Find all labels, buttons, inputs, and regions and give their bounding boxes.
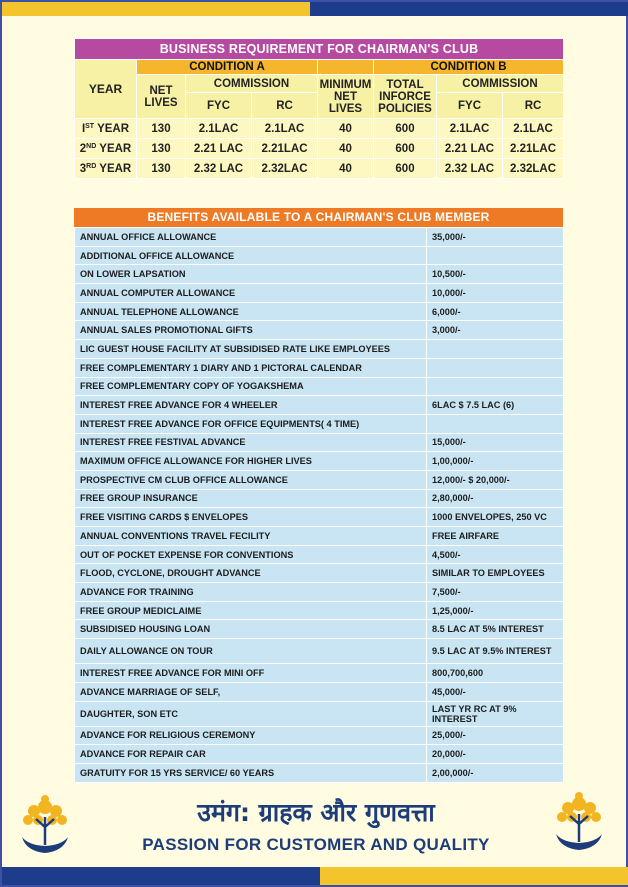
inforce-cell: 600: [374, 159, 437, 179]
benefit-label: INTEREST FREE ADVANCE FOR MINI OFF: [75, 664, 427, 683]
fyc-b-cell: 2.21 LAC: [437, 139, 503, 159]
benefit-row: [75, 545, 564, 564]
benefit-label: ANNUAL SALES PROMOTIONAL GIFTS: [75, 321, 427, 340]
benefit-label: DAUGHTER, SON ETC: [75, 701, 427, 726]
benefit-value: 10,500/-: [427, 265, 564, 284]
requirement-row: [75, 159, 564, 179]
benefit-row: [75, 321, 564, 340]
benefit-value: 4,500/-: [427, 545, 564, 564]
fyc-a-header: FYC: [186, 93, 252, 119]
commission-b-header: COMMISSION: [437, 75, 564, 93]
year-word: YEAR: [99, 142, 132, 155]
year-suffix: RD: [86, 162, 97, 170]
benefit-value: 20,000/-: [427, 745, 564, 764]
year-number: I: [81, 122, 86, 135]
benefit-label: SUBSIDISED HOUSING LOAN: [75, 620, 427, 639]
year-word: YEAR: [97, 122, 130, 135]
benefit-value: 1,25,000/-: [427, 601, 564, 620]
year-word: YEAR: [99, 162, 132, 175]
rc-b-cell: 2.21LAC: [503, 139, 564, 159]
tree-in-hand-logo-right: [548, 790, 610, 856]
benefit-row: [75, 620, 564, 639]
year-header: YEAR: [75, 60, 137, 119]
requirement-title: BUSINESS REQUIREMENT FOR CHAIRMAN'S CLUB: [75, 39, 564, 60]
benefit-value: FREE AIRFARE: [427, 527, 564, 546]
benefit-value: 25,000/-: [427, 726, 564, 745]
benefit-value: 1,00,000/-: [427, 452, 564, 471]
benefit-value: LAST YR RC AT 9% INTEREST: [427, 701, 564, 726]
fyc-a-cell: 2.21 LAC: [186, 139, 252, 159]
benefit-value: 10,000/-: [427, 284, 564, 303]
commission-a-header: COMMISSION: [186, 75, 318, 93]
benefit-label: INTEREST FREE ADVANCE FOR 4 WHEELER: [75, 396, 427, 415]
benefit-label: DAILY ALLOWANCE ON TOUR: [75, 639, 427, 664]
benefit-row: [75, 358, 564, 377]
benefit-row: [75, 414, 564, 433]
benefit-row: [75, 508, 564, 527]
benefit-row: [75, 664, 564, 683]
benefit-label: FREE COMPLEMENTARY 1 DIARY AND 1 PICTORAL CALENDAR: [75, 358, 427, 377]
benefit-label: ANNUAL TELEPHONE ALLOWANCE: [75, 302, 427, 321]
benefit-label: MAXIMUM OFFICE ALLOWANCE FOR HIGHER LIVES: [75, 452, 427, 471]
benefit-label: ADDITIONAL OFFICE ALLOWANCE: [75, 246, 427, 265]
benefit-label: FREE COMPLEMENTARY COPY OF YOGAKSHEMA: [75, 377, 427, 396]
benefit-value: 6LAC $ 7.5 LAC (6): [427, 396, 564, 415]
benefit-row: [75, 228, 564, 247]
benefit-label: ADVANCE FOR TRAINING: [75, 583, 427, 602]
year-number: 2: [79, 142, 87, 155]
tree-in-hand-logo-left: [14, 793, 76, 859]
benefit-row: [75, 682, 564, 701]
benefit-label: FLOOD, CYCLONE, DROUGHT ADVANCE: [75, 564, 427, 583]
year-cell: [75, 139, 137, 159]
benefit-row: [75, 564, 564, 583]
benefit-row: [75, 452, 564, 471]
benefit-row: [75, 433, 564, 452]
benefit-value: 8.5 LAC AT 5% INTEREST: [427, 620, 564, 639]
benefit-label: LIC GUEST HOUSE FACILITY AT SUBSIDISED RATE LIKE EMPLOYEES: [75, 340, 427, 359]
benefit-value: [427, 377, 564, 396]
benefit-value: 800,700,600: [427, 664, 564, 683]
min-net-lives-cell: 40: [318, 119, 374, 139]
condition-spacer: [318, 60, 374, 75]
benefit-label: ANNUAL CONVENTIONS TRAVEL FECILITY: [75, 527, 427, 546]
benefit-row: [75, 583, 564, 602]
bottom-yellow-bar: [320, 867, 628, 885]
total-inforce-header: TOTAL INFORCE POLICIES: [374, 75, 437, 119]
inforce-cell: 600: [374, 119, 437, 139]
condition-b-header: CONDITION B: [374, 60, 564, 75]
benefit-value: 35,000/-: [427, 228, 564, 247]
benefit-label: PROSPECTIVE CM CLUB OFFICE ALLOWANCE: [75, 470, 427, 489]
net-lives-cell: 130: [137, 119, 186, 139]
rc-a-cell: 2.21LAC: [252, 139, 318, 159]
benefit-row: [75, 639, 564, 664]
benefit-row: [75, 726, 564, 745]
year-suffix: ND: [86, 142, 97, 150]
benefits-title: BENEFITS AVAILABLE TO A CHAIRMAN'S CLUB MEMBER: [74, 208, 563, 227]
year-cell: [75, 119, 137, 139]
fyc-a-cell: 2.1LAC: [186, 119, 252, 139]
benefit-value: 9.5 LAC AT 9.5% INTEREST: [427, 639, 564, 664]
top-blue-bar: [310, 2, 628, 16]
benefit-label: FREE VISITING CARDS $ ENVELOPES: [75, 508, 427, 527]
benefit-label: FREE GROUP MEDICLAIME: [75, 601, 427, 620]
benefit-row: [75, 489, 564, 508]
fyc-b-cell: 2.32 LAC: [437, 159, 503, 179]
rc-a-cell: 2.1LAC: [252, 119, 318, 139]
benefit-label: INTEREST FREE FESTIVAL ADVANCE: [75, 433, 427, 452]
benefit-label: ANNUAL OFFICE ALLOWANCE: [75, 228, 427, 247]
year-suffix: ST: [85, 122, 95, 130]
benefit-row: [75, 396, 564, 415]
benefit-label: ON LOWER LAPSATION: [75, 265, 427, 284]
min-net-lives-cell: 40: [318, 139, 374, 159]
benefit-value: [427, 358, 564, 377]
benefit-label: OUT OF POCKET EXPENSE FOR CONVENTIONS: [75, 545, 427, 564]
benefit-value: SIMILAR TO EMPLOYEES: [427, 564, 564, 583]
benefit-label: FREE GROUP INSURANCE: [75, 489, 427, 508]
benefit-value: 2,00,000/-: [427, 763, 564, 782]
requirement-row: [75, 139, 564, 159]
benefit-value: 3,000/-: [427, 321, 564, 340]
benefit-row: [75, 527, 564, 546]
benefit-label: ANNUAL COMPUTER ALLOWANCE: [75, 284, 427, 303]
net-lives-header: NET LIVES: [137, 75, 186, 119]
fyc-b-cell: 2.1LAC: [437, 119, 503, 139]
rc-a-cell: 2.32LAC: [252, 159, 318, 179]
tagline: PASSION FOR CUSTOMER AND QUALITY: [142, 835, 490, 854]
condition-a-header: CONDITION A: [137, 60, 318, 75]
benefit-value: 45,000/-: [427, 682, 564, 701]
benefit-row: [75, 470, 564, 489]
benefit-row: [75, 284, 564, 303]
benefit-row: [75, 701, 564, 726]
year-cell: [75, 159, 137, 179]
requirement-table: [74, 38, 564, 179]
fyc-a-cell: 2.32 LAC: [186, 159, 252, 179]
benefit-row: [75, 763, 564, 782]
inforce-cell: 600: [374, 139, 437, 159]
benefit-label: INTEREST FREE ADVANCE FOR OFFICE EQUIPMENTS( 4 TIME): [75, 414, 427, 433]
benefit-value: [427, 246, 564, 265]
benefit-value: [427, 340, 564, 359]
benefit-row: [75, 246, 564, 265]
benefit-row: [75, 302, 564, 321]
net-lives-cell: 130: [137, 139, 186, 159]
benefit-label: ADVANCE MARRIAGE OF SELF,: [75, 682, 427, 701]
rc-a-header: RC: [252, 93, 318, 119]
benefit-value: 6,000/-: [427, 302, 564, 321]
benefit-label: GRATUITY FOR 15 YRS SERVICE/ 60 YEARS: [75, 763, 427, 782]
benefit-row: [75, 377, 564, 396]
year-number: 3: [79, 162, 87, 175]
benefit-row: [75, 265, 564, 284]
requirement-row: [75, 119, 564, 139]
benefit-row: [75, 601, 564, 620]
benefit-row: [75, 745, 564, 764]
min-net-lives-cell: 40: [318, 159, 374, 179]
benefits-table: [74, 227, 564, 783]
fyc-b-header: FYC: [437, 93, 503, 119]
minimum-net-lives-header: MINIMUM NET LIVES: [318, 75, 374, 119]
rc-b-cell: 2.32LAC: [503, 159, 564, 179]
benefit-value: [427, 414, 564, 433]
benefit-value: 7,500/-: [427, 583, 564, 602]
benefit-value: 12,000/- $ 20,000/-: [427, 470, 564, 489]
benefit-value: 1000 ENVELOPES, 250 VC: [427, 508, 564, 527]
hindi-slogan: उमंग: ग्राहक और गुणवत्ता: [197, 798, 435, 827]
benefit-value: 15,000/-: [427, 433, 564, 452]
net-lives-cell: 130: [137, 159, 186, 179]
benefit-value: 2,80,000/-: [427, 489, 564, 508]
benefit-row: [75, 340, 564, 359]
benefit-label: ADVANCE FOR REPAIR CAR: [75, 745, 427, 764]
rc-b-cell: 2.1LAC: [503, 119, 564, 139]
top-yellow-bar: [2, 2, 310, 16]
rc-b-header: RC: [503, 93, 564, 119]
benefit-label: ADVANCE FOR RELIGIOUS CEREMONY: [75, 726, 427, 745]
bottom-blue-bar: [2, 867, 320, 885]
